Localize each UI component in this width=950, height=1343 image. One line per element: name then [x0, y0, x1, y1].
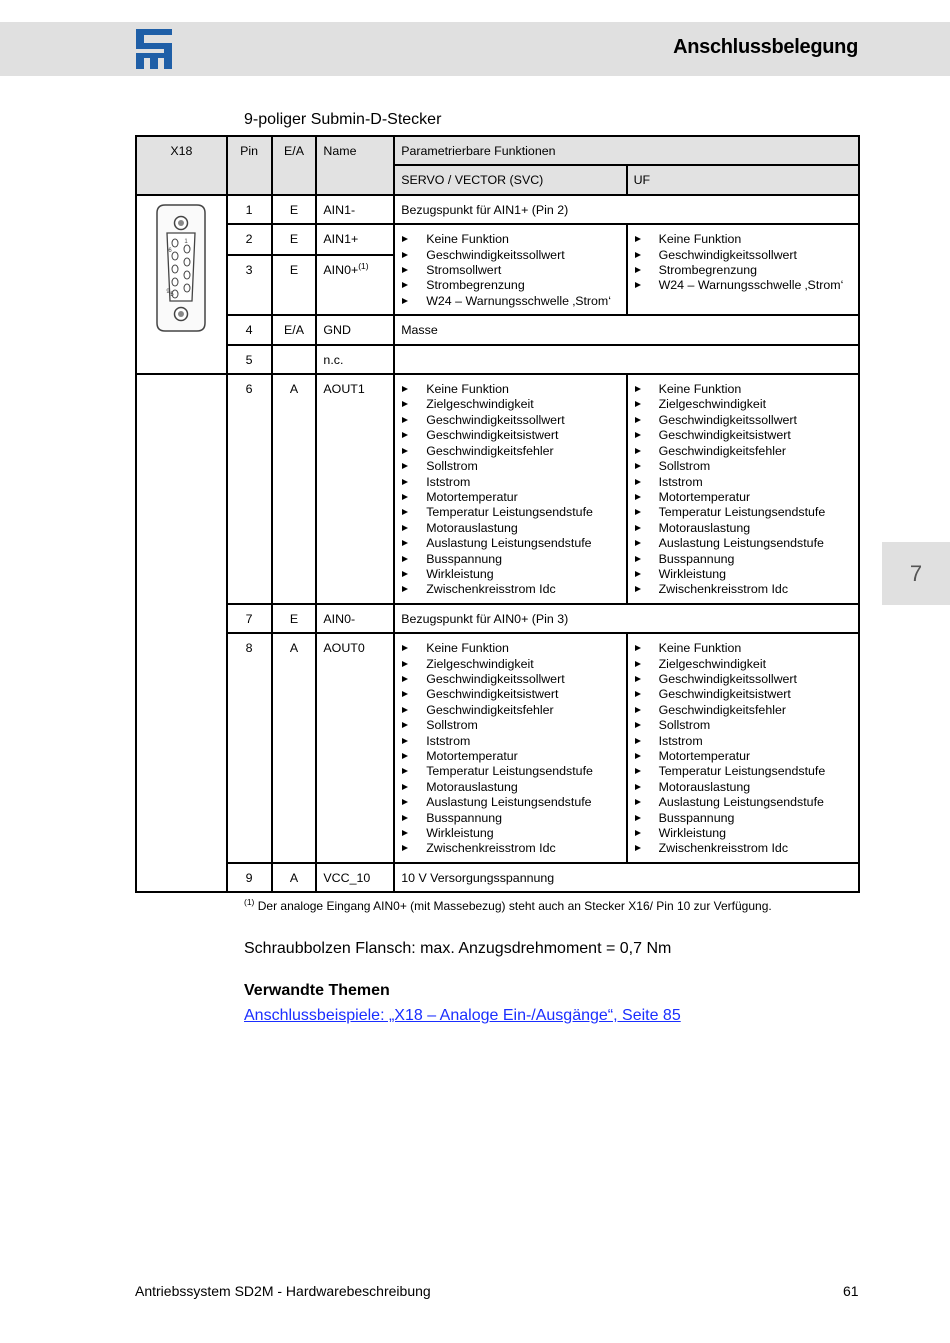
- function-list-item: Zielgeschwindigkeit: [401, 657, 619, 672]
- function-list-item: Motorauslastung: [401, 780, 619, 795]
- io-cell: A: [272, 374, 317, 604]
- name-cell: AIN0+$^{(1)}$: [316, 255, 394, 315]
- function-list-item: Geschwindigkeitssollwert: [401, 248, 619, 263]
- function-list-item: Keine Funktion: [401, 382, 619, 397]
- function-list-item: Busspannung: [634, 552, 852, 567]
- io-cell: [272, 345, 317, 374]
- name-cell: n.c.: [316, 345, 394, 374]
- function-list-item: Iststrom: [634, 475, 852, 490]
- svg-text:6: 6: [168, 247, 173, 254]
- function-list-item: Strombegrenzung: [401, 278, 619, 293]
- io-cell: E: [272, 195, 317, 224]
- function-list-item: Keine Funktion: [634, 641, 852, 656]
- pin-cell: 9: [227, 863, 272, 892]
- uf-functions-aout0: [627, 633, 859, 863]
- name-cell: AIN1+: [316, 224, 394, 255]
- function-list-item: Sollstrom: [634, 718, 852, 733]
- related-topics-heading: Verwandte Themen: [244, 982, 390, 999]
- function-list-item: Keine Funktion: [634, 382, 852, 397]
- function-list-item: Keine Funktion: [401, 232, 619, 247]
- io-cell: A: [272, 633, 317, 863]
- servo-functions-aout0: [394, 633, 626, 863]
- function-list-item: Iststrom: [401, 734, 619, 749]
- function-list-item: Sollstrom: [401, 718, 619, 733]
- footer-document-title: Antriebssystem SD2M - Hardwarebeschreibung: [135, 1283, 431, 1299]
- pin-cell: 6: [227, 374, 272, 604]
- footer-page-number: 61: [843, 1283, 859, 1299]
- function-list-item: Iststrom: [401, 475, 619, 490]
- function-list-item: Geschwindigkeitsfehler: [634, 444, 852, 459]
- name-cell: GND: [316, 315, 394, 344]
- function-list-item: Wirkleistung: [401, 826, 619, 841]
- function-list-item: Geschwindigkeitsistwert: [401, 687, 619, 702]
- company-logo: [136, 29, 172, 69]
- header-uf: UF: [627, 165, 859, 194]
- header-functions: Parametrierbare Funktionen: [394, 136, 859, 165]
- servo-functions-aout1: [394, 374, 626, 604]
- table-row: [136, 863, 859, 892]
- function-list-item: Stromsollwert: [401, 263, 619, 278]
- pin-cell: 2: [227, 224, 272, 255]
- io-cell: E: [272, 255, 317, 315]
- function-list-item: Geschwindigkeitsfehler: [634, 703, 852, 718]
- pin-cell: 7: [227, 604, 272, 633]
- function-list-item: Zwischenkreisstrom Idc: [634, 582, 852, 597]
- function-list-item: Motorauslastung: [401, 521, 619, 536]
- function-list-item: Zielgeschwindigkeit: [634, 657, 852, 672]
- function-list-item: Motorauslastung: [634, 780, 852, 795]
- function-list-item: Keine Funktion: [634, 232, 852, 247]
- function-list-item: Auslastung Leistungsendstufe: [634, 795, 852, 810]
- related-topic-link[interactable]: Anschlussbeispiele: „X18 – Analoge Ein-/Ausgänge“, Seite 85: [244, 1007, 681, 1024]
- function-list-item: Geschwindigkeitssollwert: [401, 672, 619, 687]
- table-row: [136, 195, 859, 224]
- function-list-item: Zwischenkreisstrom Idc: [401, 582, 619, 597]
- function-list-item: Geschwindigkeitssollwert: [634, 672, 852, 687]
- function-cell: 10 V Versorgungsspannung: [394, 863, 859, 892]
- function-list-item: Geschwindigkeitsistwert: [634, 687, 852, 702]
- table-row: [136, 315, 859, 344]
- io-cell: E: [272, 224, 317, 255]
- function-list-item: Busspannung: [401, 552, 619, 567]
- function-list-item: Temperatur Leistungsendstufe: [634, 505, 852, 520]
- function-list-item: Wirkleistung: [401, 567, 619, 582]
- header-io: E/A: [272, 136, 317, 195]
- section-title: 9-poliger Submin-D-Stecker: [244, 111, 442, 128]
- function-list-item: Temperatur Leistungsendstufe: [401, 505, 619, 520]
- function-list-item: Motortemperatur: [401, 749, 619, 764]
- pin-assignment-table: [135, 135, 860, 893]
- function-list-item: W24 – Warnungsschwelle ‚Strom‘: [634, 278, 852, 293]
- io-cell: E: [272, 604, 317, 633]
- svg-text:5: 5: [170, 291, 175, 298]
- svg-text:9: 9: [166, 288, 171, 295]
- uf-functions-ain: [627, 224, 859, 315]
- function-list-item: Zwischenkreisstrom Idc: [401, 841, 619, 856]
- pin-cell: 8: [227, 633, 272, 863]
- function-list-item: Motortemperatur: [401, 490, 619, 505]
- function-list-item: Geschwindigkeitsfehler: [401, 703, 619, 718]
- footnote: $^{(1)}$ Der analoge Eingang AIN0+ (mit Massebezug) steht auch an Stecker X16/ Pin 10 zur Verfügung.: [244, 897, 772, 913]
- name-cell: AOUT1: [316, 374, 394, 604]
- function-list-item: Auslastung Leistungsendstufe: [401, 536, 619, 551]
- function-list-item: Sollstrom: [634, 459, 852, 474]
- uf-functions-aout1: [627, 374, 859, 604]
- function-list-item: Motorauslastung: [634, 521, 852, 536]
- pin-cell: 4: [227, 315, 272, 344]
- chapter-tab[interactable]: 7: [882, 542, 950, 605]
- header-servo: SERVO / VECTOR (SVC): [394, 165, 626, 194]
- io-cell: A: [272, 863, 317, 892]
- function-list-item: Geschwindigkeitssollwert: [634, 248, 852, 263]
- function-list-item: Geschwindigkeitsfehler: [401, 444, 619, 459]
- table-row: [136, 374, 859, 604]
- function-list-item: Iststrom: [634, 734, 852, 749]
- function-list-item: Keine Funktion: [401, 641, 619, 656]
- function-list-item: Busspannung: [401, 811, 619, 826]
- function-list-item: Geschwindigkeitsistwert: [634, 428, 852, 443]
- name-cell: AOUT0: [316, 633, 394, 863]
- function-list-item: Wirkleistung: [634, 826, 852, 841]
- function-list-item: Zielgeschwindigkeit: [634, 397, 852, 412]
- function-cell: [394, 345, 859, 374]
- connector-blank-cell: [136, 374, 227, 892]
- function-list-item: Geschwindigkeitsistwert: [401, 428, 619, 443]
- table-row: [136, 633, 859, 863]
- sub-d-connector-icon: [155, 203, 207, 333]
- pin-cell: 3: [227, 255, 272, 315]
- function-list-item: Auslastung Leistungsendstufe: [401, 795, 619, 810]
- function-list-item: Wirkleistung: [634, 567, 852, 582]
- connector-image-cell: [136, 195, 227, 374]
- function-cell: Bezugspunkt für AIN0+ (Pin 3): [394, 604, 859, 633]
- function-list-item: W24 – Warnungsschwelle ‚Strom‘: [401, 294, 619, 309]
- header-pin: Pin: [227, 136, 272, 195]
- function-list-item: Temperatur Leistungsendstufe: [401, 764, 619, 779]
- function-list-item: Busspannung: [634, 811, 852, 826]
- pin-cell: 1: [227, 195, 272, 224]
- io-cell: E/A: [272, 315, 317, 344]
- function-list-item: Motortemperatur: [634, 749, 852, 764]
- table-row: [136, 604, 859, 633]
- function-list-item: Temperatur Leistungsendstufe: [634, 764, 852, 779]
- header-name: Name: [316, 136, 394, 195]
- function-list-item: Geschwindigkeitssollwert: [401, 413, 619, 428]
- table-row: [136, 224, 859, 255]
- torque-note: Schraubbolzen Flansch: max. Anzugsdrehmoment = 0,7 Nm: [244, 940, 672, 957]
- table-row: [136, 345, 859, 374]
- header-connector: X18: [136, 136, 227, 195]
- function-list-item: Auslastung Leistungsendstufe: [634, 536, 852, 551]
- page-header-title: Anschlussbelegung: [673, 36, 858, 58]
- name-cell: VCC_10: [316, 863, 394, 892]
- name-cell: AIN1-: [316, 195, 394, 224]
- name-cell: AIN0-: [316, 604, 394, 633]
- function-cell: Bezugspunkt für AIN1+ (Pin 2): [394, 195, 859, 224]
- function-cell: Masse: [394, 315, 859, 344]
- svg-text:1: 1: [184, 238, 189, 245]
- function-list-item: Zielgeschwindigkeit: [401, 397, 619, 412]
- servo-functions-ain: [394, 224, 626, 315]
- function-list-item: Zwischenkreisstrom Idc: [634, 841, 852, 856]
- function-list-item: Sollstrom: [401, 459, 619, 474]
- function-list-item: Motortemperatur: [634, 490, 852, 505]
- function-list-item: Geschwindigkeitssollwert: [634, 413, 852, 428]
- table-header-row: [136, 136, 859, 165]
- pin-cell: 5: [227, 345, 272, 374]
- function-list-item: Strombegrenzung: [634, 263, 852, 278]
